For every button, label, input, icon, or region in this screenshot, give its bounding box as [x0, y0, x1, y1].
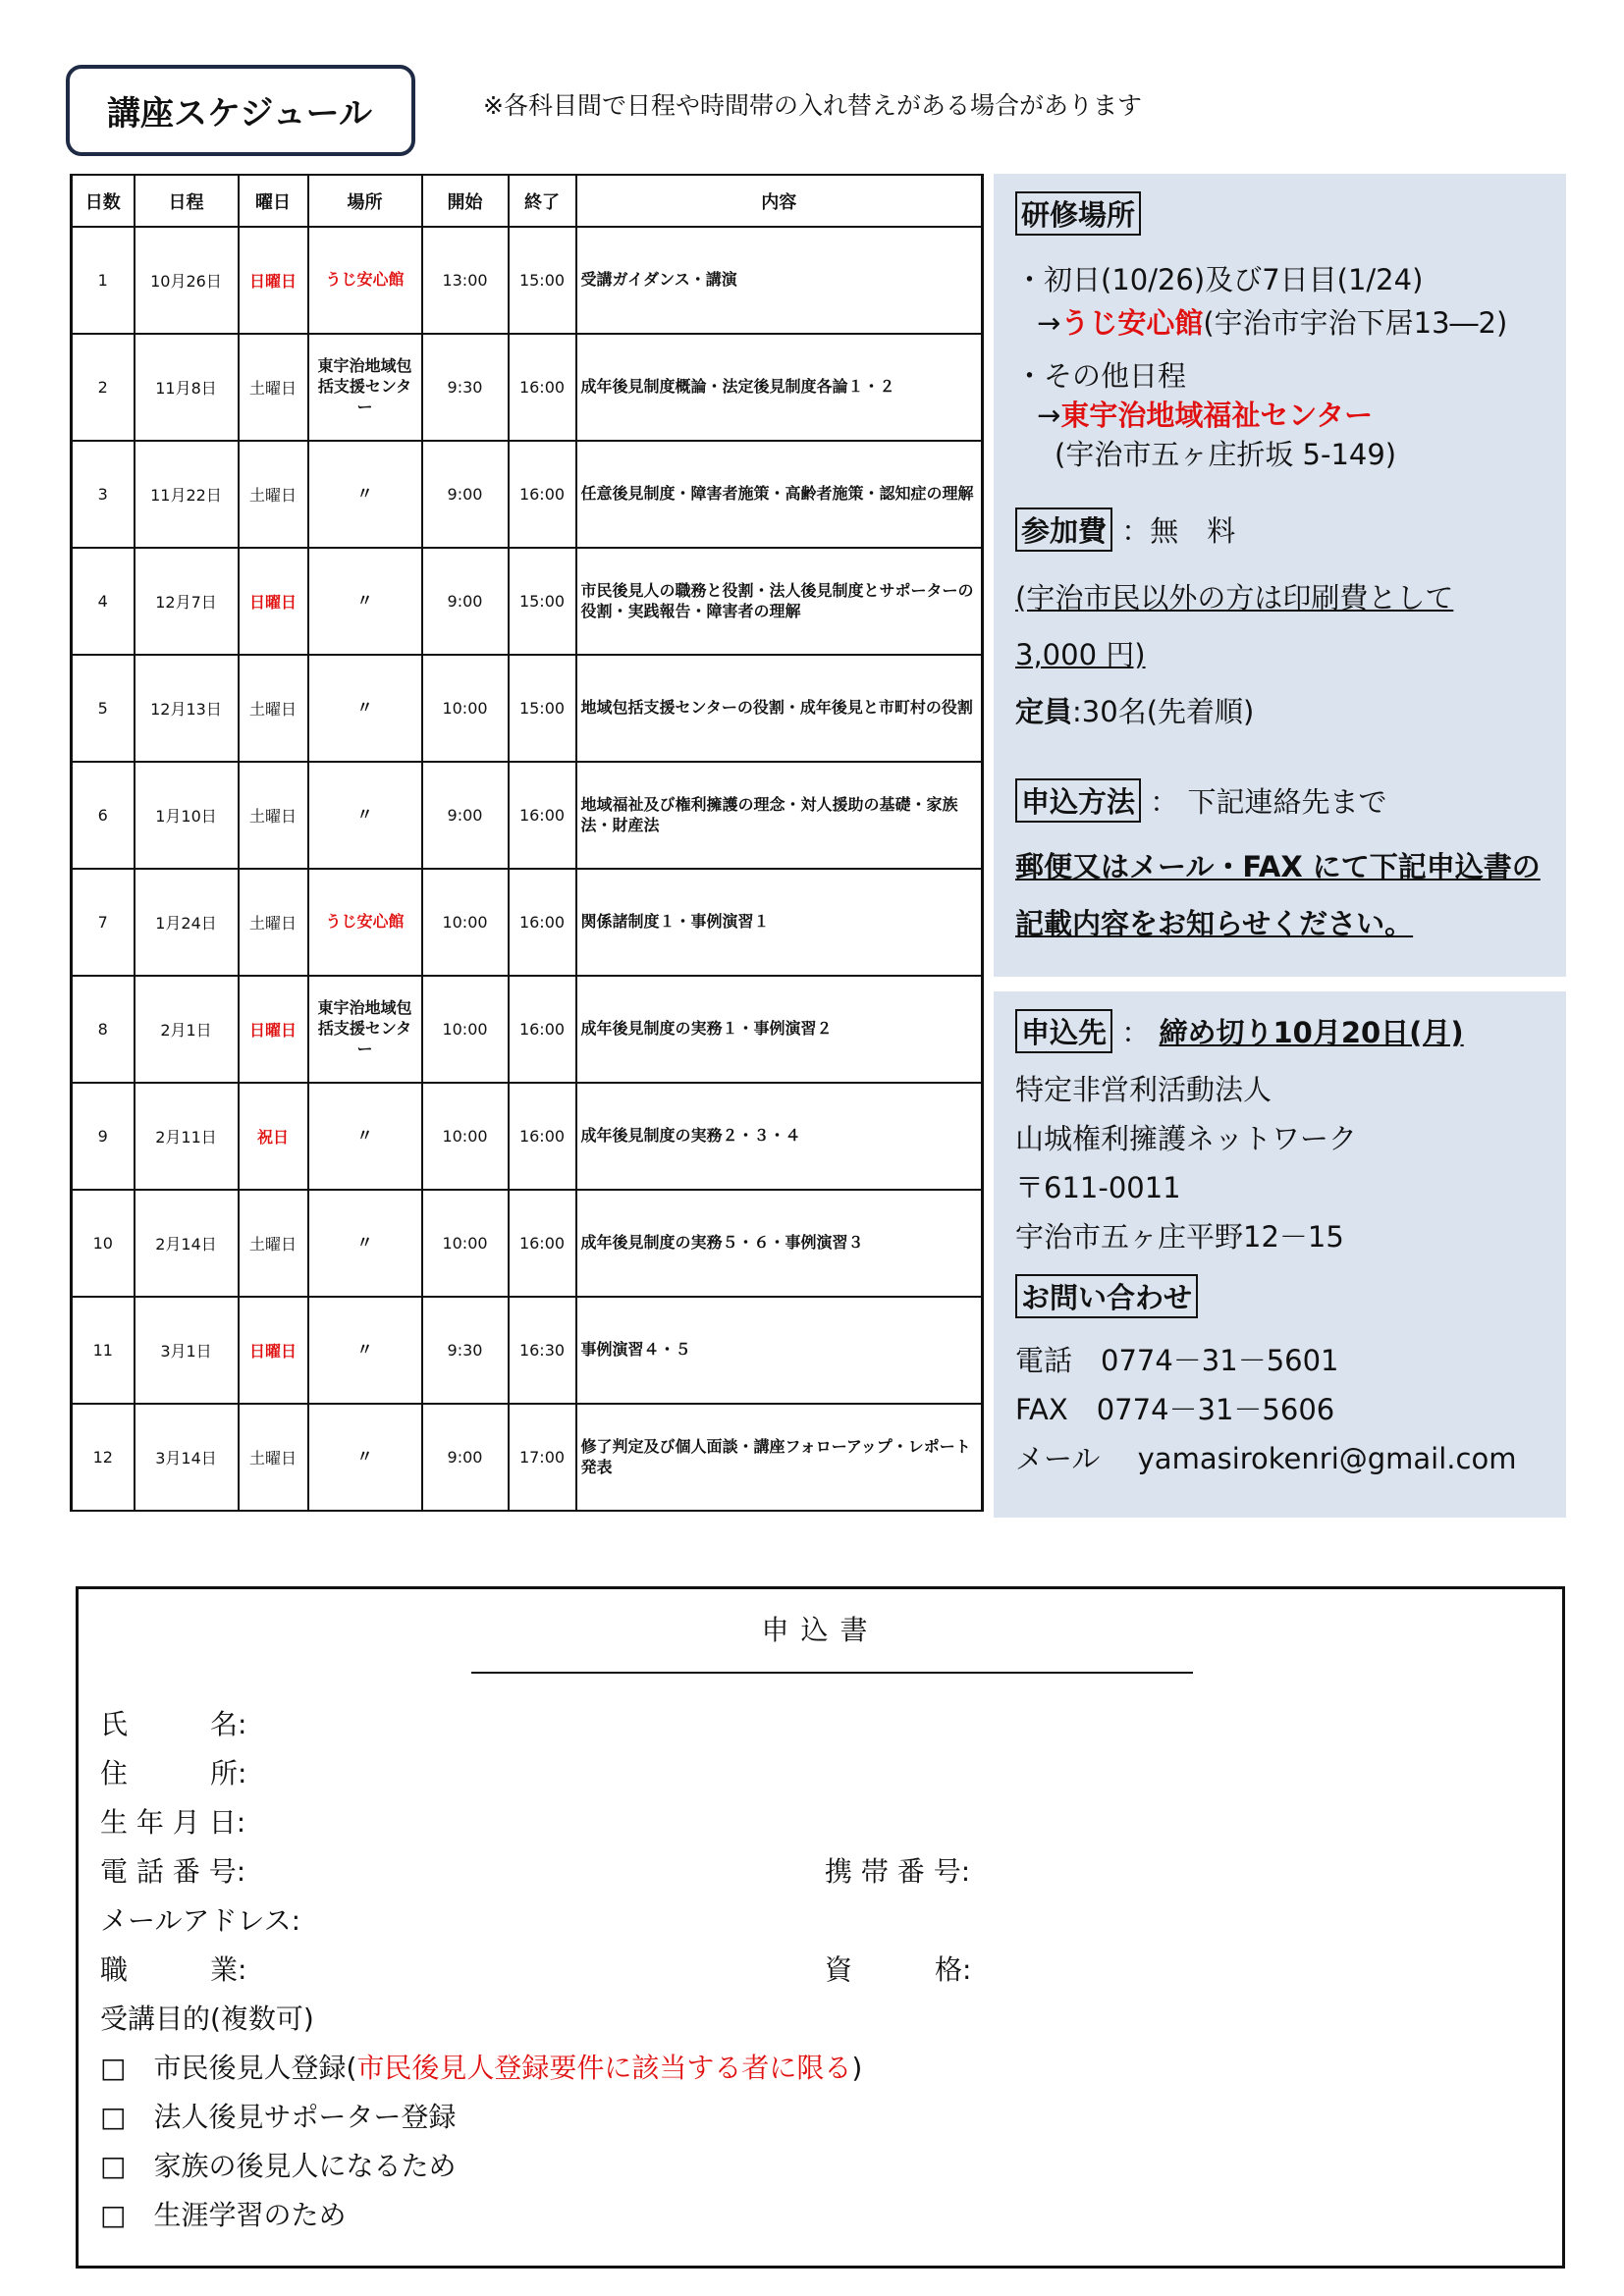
cell-date: 12月7日	[135, 548, 239, 655]
cell-date: 1月10日	[135, 762, 239, 869]
contact-panel	[994, 991, 1566, 1518]
cell-start: 10:00	[422, 1190, 509, 1297]
cell-end: 16:00	[509, 1190, 576, 1297]
fee-value: ：無 料	[1121, 514, 1236, 548]
capacity-value: :30名(先着順)	[1072, 695, 1255, 728]
cell-date: 2月14日	[135, 1190, 239, 1297]
venue1-line: ・初日(10/26)及び7日目(1/24)	[1015, 263, 1424, 296]
cell-day: 10	[72, 1190, 135, 1297]
contact-colon: ：	[1121, 1016, 1151, 1049]
cell-start: 10:00	[422, 869, 509, 976]
schedule-title: 講座スケジュール	[66, 65, 415, 156]
purpose-option-2[interactable]: □ 法人後見サポーター登録	[100, 2101, 457, 2133]
cell-end: 15:00	[509, 548, 576, 655]
venue2-detail	[1037, 394, 1373, 434]
schedule-table	[70, 174, 984, 1512]
fee-note-2: 3,000 円)	[1015, 638, 1146, 671]
field-address[interactable]: 住 所:	[100, 1757, 247, 1789]
cell-date: 12月13日	[135, 655, 239, 762]
cell-end: 16:00	[509, 334, 576, 441]
cell-date: 11月8日	[135, 334, 239, 441]
purpose-option-1[interactable]	[100, 2047, 862, 2086]
cell-content: 関係諸制度１・事例演習１	[576, 869, 983, 976]
option-1-condition: 市民後見人登録要件に該当する者に限る	[356, 2052, 852, 2084]
cell-weekday: 日曜日	[239, 548, 308, 655]
cell-weekday: 土曜日	[239, 334, 308, 441]
arrow-2: →	[1037, 399, 1061, 432]
cell-content: 受講ガイダンス・講演	[576, 227, 983, 334]
table-row	[72, 976, 983, 1083]
cell-weekday: 日曜日	[239, 227, 308, 334]
apply-note-1: 郵便又はメール・FAX にて下記申込書の	[1015, 850, 1541, 883]
cell-start: 9:00	[422, 1404, 509, 1511]
cell-place: 〃	[308, 1190, 422, 1297]
field-birthday[interactable]: 生 年 月 日:	[100, 1806, 246, 1839]
venue2-address: (宇治市五ヶ庄折坂 5-149)	[1055, 438, 1397, 471]
cell-weekday: 日曜日	[239, 1297, 308, 1404]
table-row	[72, 1297, 983, 1404]
table-row	[72, 1404, 983, 1511]
cell-date: 2月1日	[135, 976, 239, 1083]
cell-content: 修了判定及び個人面談・講座フォローアップ・レポート発表	[576, 1404, 983, 1511]
table-row	[72, 334, 983, 441]
cell-end: 16:00	[509, 1083, 576, 1190]
capacity-label: 定員	[1015, 695, 1073, 728]
cell-end: 16:00	[509, 441, 576, 548]
cell-place: うじ安心館	[308, 869, 422, 976]
table-row	[72, 227, 983, 334]
cell-day: 2	[72, 334, 135, 441]
apply-note-2: 記載内容をお知らせください。	[1015, 907, 1414, 940]
cell-day: 6	[72, 762, 135, 869]
field-job[interactable]: 職 業:	[100, 1953, 247, 1986]
col-day: 日数	[72, 175, 135, 227]
fax: FAX 0774－31－5606	[1015, 1393, 1335, 1426]
cell-weekday: 土曜日	[239, 1404, 308, 1511]
purpose-label: 受講目的(複数可)	[100, 2002, 314, 2035]
cell-date: 1月24日	[135, 869, 239, 976]
col-content: 内容	[576, 175, 983, 227]
cell-date: 2月11日	[135, 1083, 239, 1190]
col-weekday: 曜日	[239, 175, 308, 227]
option-1-label: □ 市民後見人登録(	[100, 2052, 357, 2084]
cell-day: 11	[72, 1297, 135, 1404]
cell-content: 地域福祉及び権利擁護の理念・対人援助の基礎・家族法・財産法	[576, 762, 983, 869]
cell-content: 市民後見人の職務と役割・法人後見制度とサポーターの役割・実践報告・障害者の理解	[576, 548, 983, 655]
cell-date: 3月1日	[135, 1297, 239, 1404]
phone: 電話 0774－31－5601	[1015, 1344, 1339, 1377]
cell-place: 〃	[308, 1083, 422, 1190]
apply-heading: 申込方法	[1015, 778, 1141, 823]
cell-content: 任意後見制度・障害者施策・高齢者施策・認知症の理解	[576, 441, 983, 548]
cell-start: 9:00	[422, 548, 509, 655]
cell-weekday: 土曜日	[239, 762, 308, 869]
cell-place: 〃	[308, 762, 422, 869]
col-date: 日程	[135, 175, 239, 227]
form-title: 申込書	[761, 1614, 880, 1646]
cell-end: 15:00	[509, 227, 576, 334]
table-row	[72, 548, 983, 655]
cell-content: 事例演習４・５	[576, 1297, 983, 1404]
table-row	[72, 1190, 983, 1297]
cell-place: 〃	[308, 1297, 422, 1404]
cell-date: 3月14日	[135, 1404, 239, 1511]
cell-content: 成年後見制度の実務５・６・事例演習３	[576, 1190, 983, 1297]
cell-content: 地域包括支援センターの役割・成年後見と市町村の役割	[576, 655, 983, 762]
table-header-row	[72, 175, 983, 227]
table-row	[72, 441, 983, 548]
cell-day: 8	[72, 976, 135, 1083]
field-qualification[interactable]: 資 格:	[825, 1953, 972, 1986]
col-place: 場所	[308, 175, 422, 227]
cell-weekday: 土曜日	[239, 869, 308, 976]
col-start: 開始	[422, 175, 509, 227]
cell-weekday: 祝日	[239, 1083, 308, 1190]
cell-content: 成年後見制度の実務１・事例演習２	[576, 976, 983, 1083]
cell-start: 9:30	[422, 1297, 509, 1404]
cell-day: 12	[72, 1404, 135, 1511]
cell-start: 9:00	[422, 762, 509, 869]
cell-end: 16:30	[509, 1297, 576, 1404]
contact-address: 宇治市五ヶ庄平野12－15	[1015, 1220, 1344, 1254]
purpose-option-3[interactable]: □ 家族の後見人になるため	[100, 2150, 457, 2182]
cell-place: 東宇治地域包括支援センター	[308, 334, 422, 441]
cell-end: 16:00	[509, 869, 576, 976]
cell-place: 〃	[308, 441, 422, 548]
deadline: 締め切り10月20日(月)	[1159, 1016, 1464, 1049]
field-name[interactable]: 氏 名:	[100, 1708, 247, 1740]
cell-end: 15:00	[509, 655, 576, 762]
arrow-1: →	[1037, 306, 1061, 340]
schedule-note: ※各科目間で日程や時間帯の入れ替えがある場合があります	[483, 91, 1142, 120]
cell-start: 13:00	[422, 227, 509, 334]
cell-weekday: 土曜日	[239, 1190, 308, 1297]
option-1-close: )	[851, 2052, 863, 2084]
cell-day: 3	[72, 441, 135, 548]
cell-weekday: 日曜日	[239, 976, 308, 1083]
cell-weekday: 土曜日	[239, 655, 308, 762]
col-end: 終了	[509, 175, 576, 227]
venue1-address: (宇治市宇治下居13―2)	[1203, 306, 1508, 340]
email: メール yamasirokenri@gmail.com	[1015, 1442, 1517, 1475]
fee-heading: 参加費	[1015, 507, 1112, 552]
cell-start: 9:00	[422, 441, 509, 548]
table-row	[72, 869, 983, 976]
org-line-1: 特定非営利活動法人	[1015, 1073, 1272, 1106]
field-mobile[interactable]: 携 帯 番 号:	[825, 1855, 971, 1888]
cell-content: 成年後見制度概論・法定後見制度各論１・２	[576, 334, 983, 441]
fee-note-1: (宇治市民以外の方は印刷費として	[1015, 581, 1454, 614]
cell-place: 〃	[308, 1404, 422, 1511]
form-title-rule	[471, 1672, 1193, 1674]
cell-start: 9:30	[422, 334, 509, 441]
cell-date: 11月22日	[135, 441, 239, 548]
table-row	[72, 1083, 983, 1190]
venue2-name: 東宇治地域福祉センター	[1060, 399, 1374, 432]
cell-weekday: 土曜日	[239, 441, 308, 548]
venue1-detail	[1037, 301, 1507, 342]
zip-code: 〒611-0011	[1015, 1171, 1181, 1204]
venue1-name: うじ安心館	[1060, 306, 1204, 340]
cell-place: 東宇治地域包括支援センター	[308, 976, 422, 1083]
apply-value: ： 下記連絡先まで	[1150, 785, 1387, 819]
cell-day: 4	[72, 548, 135, 655]
cell-end: 16:00	[509, 762, 576, 869]
cell-content: 成年後見制度の実務２・３・４	[576, 1083, 983, 1190]
contact-heading: 申込先	[1015, 1009, 1112, 1053]
cell-day: 9	[72, 1083, 135, 1190]
inquiry-heading: お問い合わせ	[1015, 1274, 1198, 1318]
field-email[interactable]: メールアドレス:	[100, 1904, 301, 1937]
cell-place: うじ安心館	[308, 227, 422, 334]
cell-day: 7	[72, 869, 135, 976]
org-line-2: 山城権利擁護ネットワーク	[1015, 1122, 1358, 1155]
cell-end: 17:00	[509, 1404, 576, 1511]
cell-place: 〃	[308, 655, 422, 762]
table-row	[72, 762, 983, 869]
application-form	[76, 1586, 1565, 2269]
cell-day: 1	[72, 227, 135, 334]
cell-date: 10月26日	[135, 227, 239, 334]
table-row	[72, 655, 983, 762]
purpose-option-4[interactable]: □ 生涯学習のため	[100, 2199, 347, 2231]
cell-start: 10:00	[422, 1083, 509, 1190]
cell-day: 5	[72, 655, 135, 762]
venue2-line: ・その他日程	[1015, 359, 1187, 393]
cell-start: 10:00	[422, 655, 509, 762]
cell-place: 〃	[308, 548, 422, 655]
venue-info-panel	[994, 174, 1566, 977]
cell-end: 16:00	[509, 976, 576, 1083]
field-phone[interactable]: 電 話 番 号:	[100, 1855, 246, 1888]
venue-heading: 研修場所	[1015, 191, 1141, 236]
cell-start: 10:00	[422, 976, 509, 1083]
